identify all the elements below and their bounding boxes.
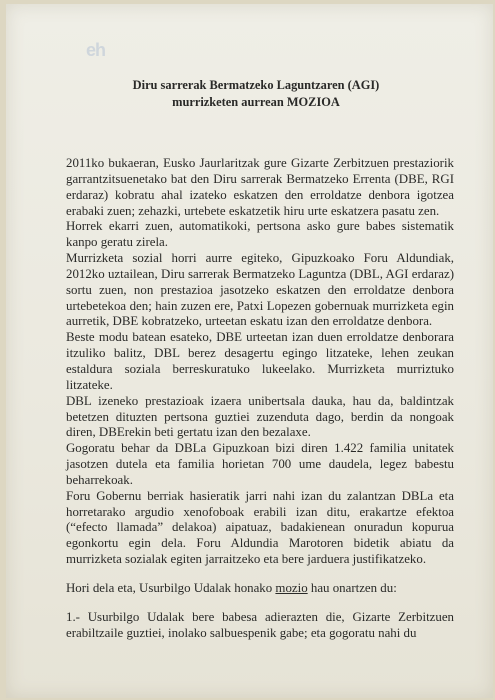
motion-word: mozio	[275, 580, 308, 595]
paragraph: DBL izeneko prestazioak izaera unibertsala dauka, hau da, baldintzak betetzen dituzten pertsona guztiei zuzenduta dago, berdin da nongoak diren, DBErekin beti gertatu izan den bezalaxe.	[66, 393, 454, 440]
document-body	[66, 156, 454, 641]
paragraph: Beste modu batean esateko, DBE urteetan izan duen erroldatze denborara itzuliko balitz, DBL berez desagertu egingo litzateke, lehen zeukan estaldura soziala berreskuratuko lukeelako. Murrizketa murriztuko litzateke.	[66, 330, 454, 392]
paragraph: Murrizketa sozial horri aurre egiteko, Gipuzkoako Foru Aldundiak, 2012ko uztailean, Diru sarrerak Bermatzeko Laguntza (DBL, AGI erdaraz) sortu zuen, non prestazioa jasotzeko eskatzen den erroldatze denbora urtebetekoa den; hain zuzen ere, Patxi Lopezen gobernuak murrizketa egin aurretik, DBE kobratzeko, urteetan eskatu izan den erroldatze denbora.	[66, 251, 454, 329]
motion-intro	[66, 581, 454, 597]
letterhead-logo: eh	[86, 40, 106, 60]
document-page	[6, 4, 493, 698]
title-line-1: Diru sarrerak Bermatzeko Laguntzaren (AGI)	[132, 78, 380, 92]
paragraph: Gogoratu behar da DBLa Gipuzkoan bizi diren 1.422 familia unitatek jasotzen dutela eta familia horietan 700 ume daudela, legez babestu beharrekoak.	[66, 441, 454, 487]
document-title	[66, 77, 446, 111]
paragraph: Foru Gobernu berriak hasieratik jarri nahi izan du zalantzan DBLa eta horretarako argudio xenofoboak erabili izan ditu, erakartze efektoa (“efecto llamada” delakoa) aipatuaz, badakienean onuradun kopurua egonkortu egin dela. Foru Aldundia Marotoren bidetik abiatu da murrizketa sozialak egiten jarraitzeko eta bere jarduera justifikatzeko.	[66, 488, 454, 567]
motion-intro-text: Hori dela eta, Usurbilgo Udalak honako	[66, 580, 276, 595]
motion-intro-text-end: hau onartzen du:	[307, 580, 397, 595]
paragraph: Horrek ekarri zuen, automatikoki, pertsona asko gure babes sistematik kanpo geratu zirela.	[66, 219, 454, 250]
title-line-2: murrizketen aurrean MOZIOA	[172, 95, 340, 109]
paragraph: 2011ko bukaeran, Eusko Jaurlaritzak gure Gizarte Zerbitzuen prestaziorik garrantzitsuenetako bat den Diru sarrerak Bermatzeko Errenta (DBE, RGI erdaraz) kobratu ahal izateko eskatzen den erroldatze denbora igotzea erabaki zuen; zehazki, urtebete eskatzetik hiru urte eskatzera pasatu zen.	[66, 156, 454, 218]
motion-point-1: 1.- Usurbilgo Udalak bere babesa adierazten die, Gizarte Zerbitzuen erabiltzaile guztiei, inolako salbuespenik gabe; eta gogoratu nahi du	[66, 609, 454, 640]
